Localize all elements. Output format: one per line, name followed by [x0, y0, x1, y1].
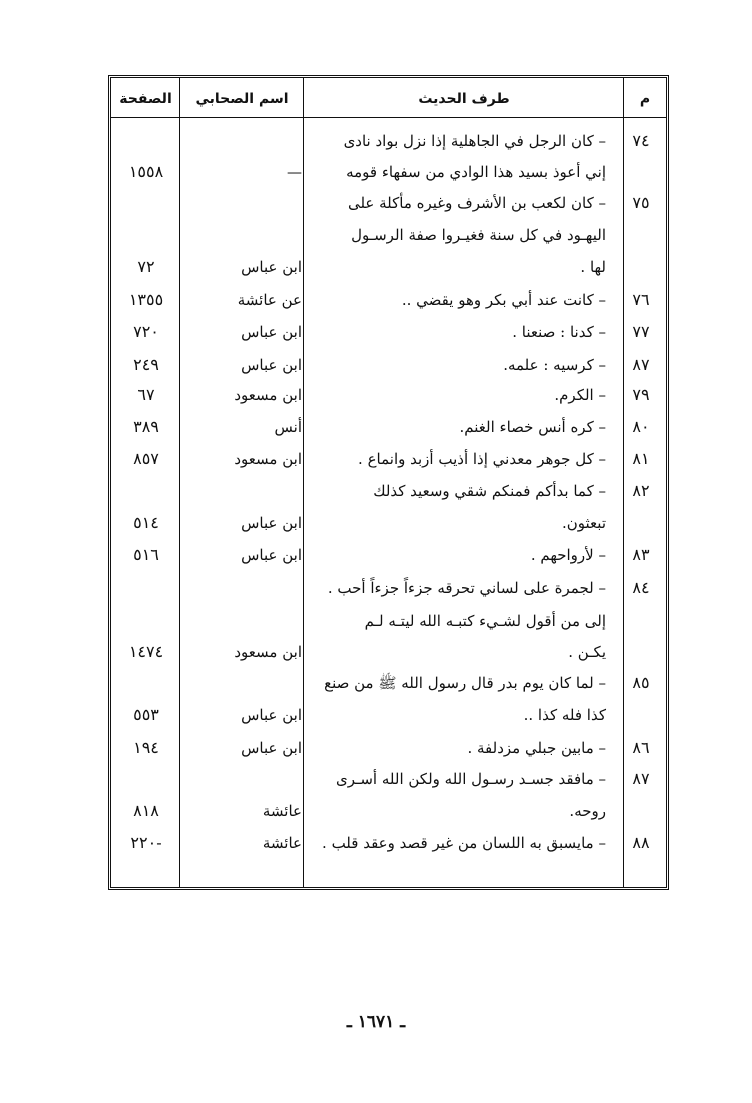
table-row — [111, 350, 666, 380]
table-row — [111, 637, 666, 667]
companion-name — [184, 126, 302, 156]
table-row — [111, 157, 666, 187]
page-ref: ١٤٧٤ — [128, 642, 164, 661]
companion-name: ابن عباس — [241, 258, 302, 276]
row-number: ٧٦ — [632, 290, 650, 309]
row-number — [624, 220, 658, 250]
hadith-text: كذا فله كذا .. — [523, 706, 606, 724]
row-number — [624, 252, 658, 282]
table-row — [111, 796, 666, 826]
header-page: الصفحة — [119, 91, 172, 107]
hadith-text: – كرسيه : علمه. — [503, 356, 606, 374]
companion-name: ابن عباس — [241, 706, 302, 724]
companion-name: — — [287, 163, 302, 181]
table-row — [111, 508, 666, 538]
hadith-text: روحه. — [569, 802, 606, 820]
companion-name: ابن عباس — [241, 356, 302, 374]
companion-name: عائشة — [262, 802, 302, 820]
row-number: ٨٨ — [632, 833, 650, 852]
row-number: ٨٢ — [632, 481, 650, 500]
hadith-text: – مابين جبلي مزدلفة . — [467, 739, 606, 757]
row-number: ٧٤ — [632, 131, 650, 150]
page-ref: ٨١٨ — [133, 801, 159, 820]
hadith-text: إلى من أقول لشـيء كتبـه الله ليتـه لـم — [364, 612, 606, 630]
companion-name: ابن مسعود — [234, 450, 302, 468]
hadith-text: – كل جوهر معدني إذا أذيب أزبد وانماع . — [358, 450, 606, 468]
companion-name — [184, 188, 302, 218]
hadith-index-table — [108, 75, 669, 890]
page-ref — [116, 126, 176, 156]
hadith-text: – لجمرة على لساني تحرقه جزءاً جزءاً أحب . — [327, 579, 606, 597]
hadith-text: – كان الرجل في الجاهلية إذا نزل بواد نادى — [343, 132, 606, 150]
table-row — [111, 828, 666, 858]
companion-name: ابن مسعود — [234, 643, 302, 661]
table-row — [111, 700, 666, 730]
row-number: ٨٧ — [632, 355, 650, 374]
row-number: ٧٩ — [632, 385, 650, 404]
page-ref — [116, 476, 176, 506]
companion-name — [184, 606, 302, 636]
table-row — [111, 764, 666, 794]
companion-name: عن عائشة — [237, 291, 302, 309]
page-ref — [116, 188, 176, 218]
hadith-text: – مايسبق به اللسان من غير قصد وعقد قلب . — [322, 834, 606, 852]
row-number: ٨١ — [632, 449, 650, 468]
page-ref: ١٩٤ — [133, 738, 159, 757]
companion-name: ابن عباس — [241, 323, 302, 341]
table-row — [111, 444, 666, 474]
companion-name — [184, 573, 302, 603]
page-ref: -٢٢٠ — [130, 833, 162, 852]
row-number — [624, 796, 658, 826]
page-number: ـ ١٦٧١ ـ — [346, 1012, 406, 1032]
companion-name — [184, 668, 302, 698]
header-num: م — [639, 91, 651, 107]
page-ref — [116, 668, 176, 698]
row-number — [624, 700, 658, 730]
hadith-text: – كره أنس خصاء الغنم. — [459, 418, 606, 436]
companion-name — [184, 476, 302, 506]
companion-name — [184, 220, 302, 250]
row-number: ٨٥ — [632, 673, 650, 692]
hadith-text: – لأرواحهم . — [530, 546, 606, 564]
page-ref: ٣٨٩ — [133, 417, 159, 436]
header-divider — [111, 117, 666, 118]
hadith-text: – كانت عند أبي بكر وهو يقضي .. — [401, 291, 606, 309]
table-row — [111, 476, 666, 506]
hadith-text: – كدنا : صنعنا . — [512, 323, 606, 341]
row-number: ٨٦ — [632, 738, 650, 757]
table-row — [111, 252, 666, 282]
table-row — [111, 412, 666, 442]
row-number — [624, 606, 658, 636]
companion-name: أنس — [274, 418, 302, 436]
table-row — [111, 540, 666, 570]
table-row — [111, 285, 666, 315]
page-ref: ١٥٥٨ — [128, 162, 164, 181]
companion-name: ابن عباس — [241, 514, 302, 532]
hadith-text: – مافقد جسـد رسـول الله ولكن الله أسـرى — [335, 770, 606, 788]
page-ref: ١٣٥٥ — [128, 290, 164, 309]
row-number: ٧٧ — [632, 322, 650, 341]
header-companion: اسم الصحابي — [195, 91, 289, 107]
hadith-text: – كان لكعب بن الأشرف وغيره مأكلة على — [347, 194, 606, 212]
page-ref — [116, 573, 176, 603]
page-ref: ٥٥٣ — [133, 705, 159, 724]
row-number: ٧٥ — [632, 193, 650, 212]
row-number: ٨٤ — [632, 578, 650, 597]
page-ref — [116, 764, 176, 794]
hadith-text: إني أعوذ بسيد هذا الوادي من سفهاء قومه — [346, 163, 606, 181]
row-number: ٨٧ — [632, 769, 650, 788]
table-row — [111, 317, 666, 347]
table-row — [111, 188, 666, 218]
page-ref: ٢٤٩ — [133, 355, 159, 374]
page-ref: ٦٧ — [137, 385, 155, 404]
hadith-text: تبعثون. — [562, 514, 606, 532]
hadith-text: لها . — [580, 258, 606, 276]
table-row — [111, 380, 666, 410]
page-ref: ٥١٤ — [133, 513, 159, 532]
table-row — [111, 606, 666, 636]
row-number: ٨٠ — [632, 417, 650, 436]
hadith-text: اليهـود في كل سنة فغيـروا صفة الرسـول — [351, 226, 606, 244]
page-ref: ٧٢٠ — [133, 322, 159, 341]
table-row — [111, 573, 666, 603]
table-row — [111, 733, 666, 763]
page-ref — [116, 220, 176, 250]
hadith-text: – الكرم. — [554, 386, 606, 404]
table-row — [111, 668, 666, 698]
table-row — [111, 126, 666, 156]
table-row — [111, 220, 666, 250]
companion-name: عائشة — [262, 834, 302, 852]
page-ref: ٨٥٧ — [133, 449, 159, 468]
row-number: ٨٣ — [632, 545, 650, 564]
header-text: طرف الحديث — [418, 91, 510, 107]
page-ref: ٧٢ — [137, 257, 155, 276]
hadith-text: يكـن . — [568, 643, 606, 661]
page-ref: ٥١٦ — [133, 545, 159, 564]
row-number — [624, 508, 658, 538]
page-ref — [116, 606, 176, 636]
row-number — [624, 157, 658, 187]
hadith-text: – كما بدأكم فمنكم شقي وسعيد كذلك — [373, 482, 606, 500]
companion-name — [184, 764, 302, 794]
hadith-text: – لما كان يوم بدر قال رسول الله ﷺ من صنع — [324, 674, 606, 692]
row-number — [624, 637, 658, 667]
companion-name: ابن مسعود — [234, 386, 302, 404]
companion-name: ابن عباس — [241, 546, 302, 564]
companion-name: ابن عباس — [241, 739, 302, 757]
